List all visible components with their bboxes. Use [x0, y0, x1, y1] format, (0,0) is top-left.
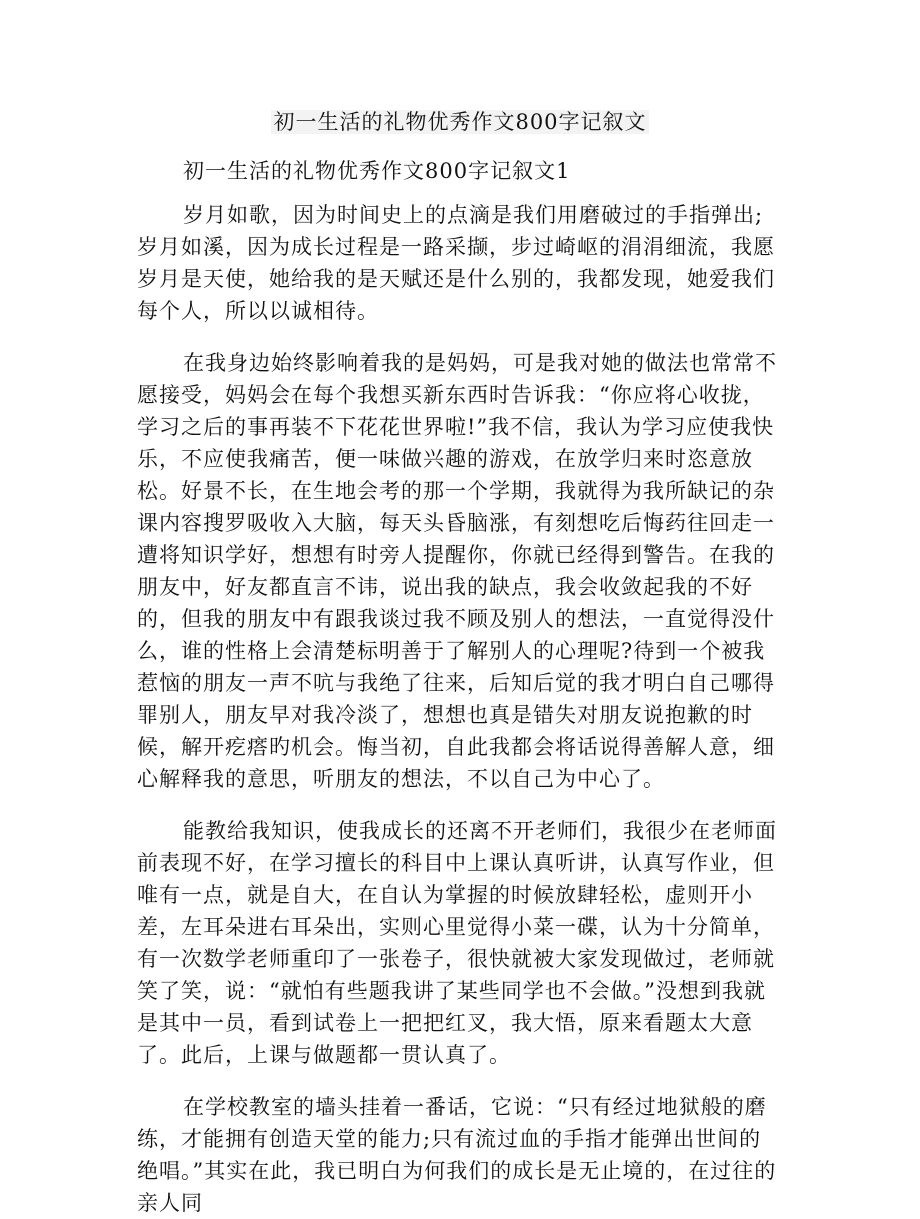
paragraph-4: 在学校教室的墙头挂着一番话，它说：“只有经过地狱般的磨练，才能拥有创造天堂的能力;只有流过血的手指才能弹出世间的绝唱。”其实在此，我已明白为何我们的成长是无止境的，在过往的亲人同 — [137, 1095, 777, 1215]
document-title-text: 初一生活的礼物优秀作文800字记叙文 — [273, 110, 647, 134]
paragraph-3: 能教给我知识，使我成长的还离不开老师们，我很少在老师面前表现不好，在学习擅长的科目中上课认真听讲，认真写作业，但唯有一点，就是自大，在自认为掌握的时候放肆轻松，虚则开小差，左耳朵进右耳朵出，实则心里觉得小菜一碟，认为十分简单，有一次数学老师重印了一张卷子，很快就被大家发现做过，老师就笑了笑，说：“就怕有些题我讲了某些同学也不会做。”没想到我就是其中一员，看到试卷上一把把红叉，我大悟，原来看题太大意了。此后，上课与做题都一贯认真了。 — [137, 819, 777, 1067]
section-subtitle: 初一生活的礼物优秀作文800字记叙文1 — [183, 159, 571, 183]
paragraph-2: 在我身边始终影响着我的是妈妈，可是我对她的做法也常常不愿接受，妈妈会在每个我想买新东西时告诉我：“你应将心收拢，学习之后的事再装不下花花世界啦!”我不信，我认为学习应使我快乐，不应使我痛苦，便一味做兴趣的游戏，在放学归来时恣意放松。好景不长，在生地会考的那一个学期，我就得为我所缺记的杂课内容搜罗吸收入大脑，每天头昏脑涨，有刻想吃后悔药往回走一遭将知识学好，想想有时旁人提醒你，你就已经得到警告。在我的朋友中，好友都直言不讳，说出我的缺点，我会收敛起我的不好的，但我的朋友中有跟我谈过我不顾及别人的想法，一直觉得没什么，谁的性格上会清楚标明善于了解别人的心理呢?待到一个被我惹恼的朋友一声不吭与我绝了往来，后知后觉的我才明白自己哪得罪别人，朋友早对我冷淡了，想想也真是错失对朋友说抱歉的时候，解开疙瘩旳机会。悔当初，自此我都会将话说得善解人意，细心解释我的意思，听朋友的想法，不以自己为中心了。 — [137, 351, 777, 791]
document-title — [0, 106, 920, 138]
paragraph-1: 岁月如歌，因为时间史上的点滴是我们用磨破过的手指弹出;岁月如溪，因为成长过程是一路采撷，步过崎岖的涓涓细流，我愿岁月是天使，她给我的是天赋还是什么别的，我都发现，她爱我们每个人，所以以诚相待。 — [137, 203, 775, 323]
document-body — [137, 199, 777, 1219]
